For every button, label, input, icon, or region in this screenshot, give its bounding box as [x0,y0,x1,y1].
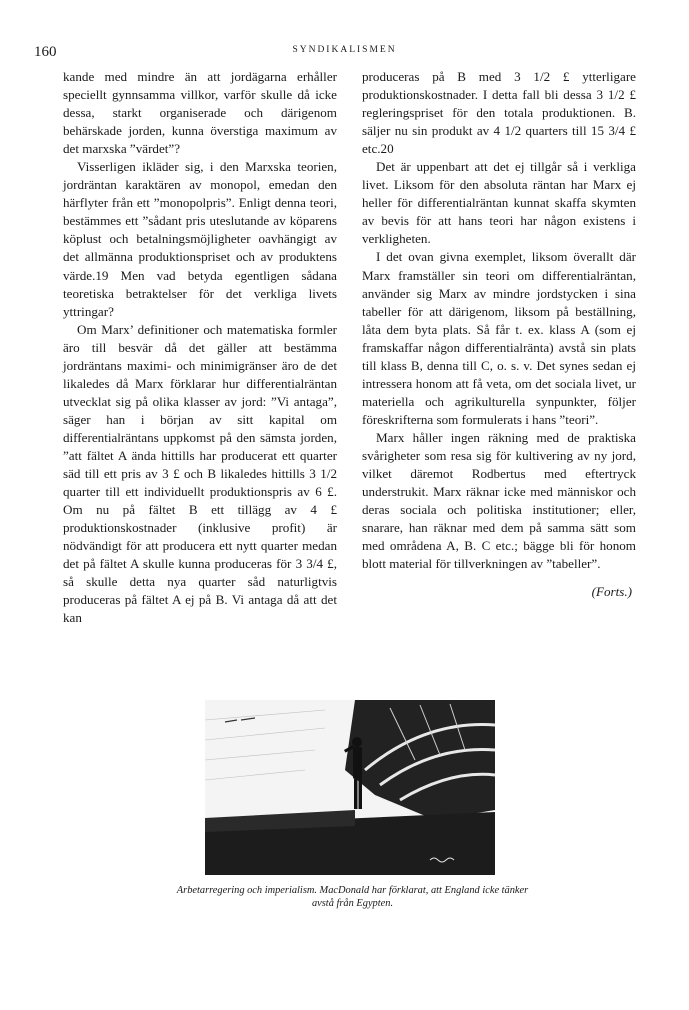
left-column [63,68,337,627]
cartoon-illustration [205,700,495,875]
right-column [362,68,636,601]
paragraph: Visserligen ikläder sig, i den Marxska teorien, jordräntan karaktären av monopol, emedan den härflyter från ett ”monopolpris”. Enligt denna teori, bestämmes ett ”sådant pris uteslutande av köparens köplust och betalningsmöjligheter oavhängigt av det allmänna produktionspriset och av produktens värde.19 Men vad betyda egentligen sådana teoretiska betraktelser för det verkliga livets yttringar? [63,159,337,319]
page-number: 160 [34,44,57,60]
paragraph: Marx håller ingen räkning med de praktiska svårigheter som resa sig för kultivering av ny jord, vilket däremot Rodbertus med eftertryck understrukit. Marx räknar icke med människor och deras sociala och politiska institutioner; eller, snarare, han räknar med dem på samma sätt som med områdena A, B. C etc.; bägge bli för honom blott material för tillverkningen av ”tabeller”. [362,429,636,572]
paragraph: produceras på B med 3 1/2 £ ytterligare produktionskostnader. I detta fall bli dessa 3 1/2 £ regleringspriset för den totala produktionen. B. säljer nu sin produkt av 4 1/2 quarters till 15 3/4 £ etc.20 [362,69,636,157]
figure-caption: Arbetarregering och imperialism. MacDonald har förklarat, att England icke tänker avstå från Egypten. [176,885,529,909]
paragraph: I det ovan givna exemplet, liksom överallt där Marx framställer sin teori om differentialräntan, använder sig Marx av mindre jordstycken i sina tabeller för att därigenom, liksom på beställning, låta dem byta plats. Så får t. ex. klass A (som ej framskaffar någon differentialränta) avstå sin plats till klass B, denna till C, o. s. v. Det synes sedan ej intressera honom att få veta, om det sociala livet, ur materiella och agrikulturella synpunkter, följer föreskrifterna som formulerats i hans ”teori”. [362,249,636,427]
continued-note: (Forts.) [591,584,632,600]
cartoon-drawing [205,700,495,875]
paragraph: Om Marx’ definitioner och matematiska formler äro till besvär då det gäller att bestämma jordräntans maximi- och minimigränser äro de det likaledes då Marx förklarar hur differentialräntan utvecklat sig på olika klasser av jord: ”Vi antaga”, säger han i början av sitt kapital om differentialräntans uppkomst på den sämsta jorden, ”att fältet A ända hittills har producerat ett quarter säd till ett pris av 3 £ och B likaledes hittills 3 1/2 quarter till ett individuellt produktionspris av 6 £. Om nu på fältet B ett tillägg av 4 £ produktionskostnader (inklusive profit) är nödvändigt för att producera ett nytt quarter medan det på fältet A skulle kunna produceras för 3 3/4 £, så skulle detta nya quarter såd naturligtvis produceras på fältet A ej på B. Vi antaga då att det kan [63,321,337,626]
running-head: SYNDIKALISMEN [292,45,397,55]
paragraph: Det är uppenbart att det ej tillgår så i verkliga livet. Liksom för den absoluta räntan har Marx ej heller för differentialräntan kunnat skaffa skymten av bevis för att hans teori har någon existens i verkligheten. [362,159,636,247]
paragraph: kande med mindre än att jordägarna erhåller speciellt gynnsamma villkor, varför skulle då icke dessa, starkt organiserade och därigenom behärskade jorden, kunna överstiga maximum av det marxska ”värdet”? [63,69,337,157]
